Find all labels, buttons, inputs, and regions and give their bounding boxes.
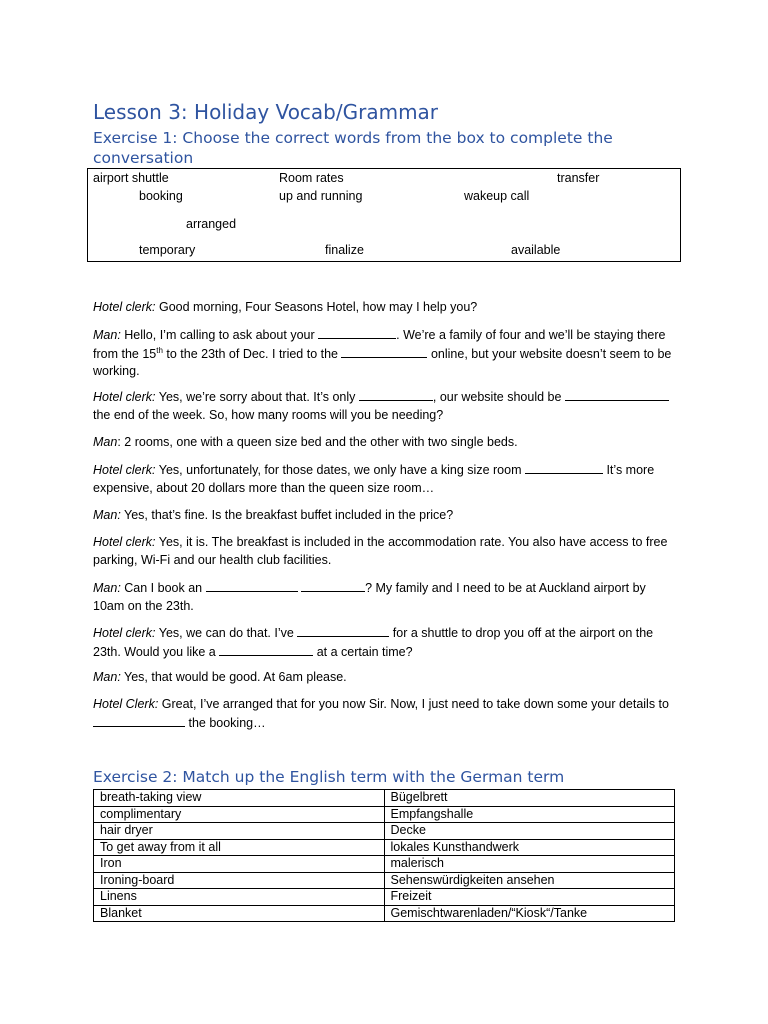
english-term: To get away from it all — [94, 839, 385, 856]
word-item: transfer — [557, 171, 600, 185]
line-text: Yes, unfortunately, for those dates, we only have a king size room — [155, 463, 525, 477]
line-text: It’s more expensive, about 20 dollars more than the queen size room… — [93, 463, 655, 495]
line-text: at a certain time? — [313, 644, 413, 659]
dialogue-line — [93, 579, 678, 615]
answer-blank[interactable] — [301, 579, 365, 592]
table-row — [94, 905, 675, 922]
german-term: Bügelbrett — [384, 790, 675, 807]
line-text: Yes, that’s fine. Is the breakfast buffet included in the price? — [120, 508, 454, 522]
word-item: Room rates — [279, 171, 344, 185]
english-term: Iron — [94, 856, 385, 873]
table-row — [94, 823, 675, 840]
answer-blank[interactable] — [318, 326, 396, 339]
dialogue-line — [93, 696, 678, 732]
word-item: wakeup call — [464, 189, 530, 203]
line-text: : 2 rooms, one with a queen size bed and the other with two single beds. — [117, 435, 518, 449]
table-row — [94, 872, 675, 889]
line-text: Yes, it is. The breakfast is included in the accommodation rate. You also have access to free parking, Wi-Fi and our health club facilities. — [93, 535, 668, 567]
superscript: th — [156, 345, 163, 355]
word-item: airport shuttle — [93, 171, 169, 185]
line-text: the end of the week. So, how many rooms will you be needing? — [93, 407, 444, 422]
speaker: Man: — [93, 581, 121, 595]
answer-blank[interactable] — [297, 624, 389, 637]
dialogue-line — [93, 326, 678, 381]
german-term: Empfangshalle — [384, 806, 675, 823]
line-text: Yes, that would be good. At 6am please. — [120, 670, 347, 684]
word-item: finalize — [325, 243, 364, 257]
word-item: arranged — [186, 217, 237, 231]
dialogue-line — [93, 461, 678, 497]
english-term: Ironing-board — [94, 872, 385, 889]
english-term: hair dryer — [94, 823, 385, 840]
line-text: Great, I’ve arranged that for you now Sir. Now, I just need to take down some your details to — [158, 697, 669, 711]
speaker: Hotel clerk: — [93, 535, 156, 549]
english-term: complimentary — [94, 806, 385, 823]
answer-blank[interactable] — [206, 579, 298, 592]
english-term: Linens — [94, 889, 385, 906]
speaker: Hotel clerk: — [93, 300, 156, 314]
table-row — [94, 889, 675, 906]
german-term: lokales Kunsthandwerk — [384, 839, 675, 856]
speaker: Man: — [93, 670, 121, 684]
word-item: temporary — [139, 243, 196, 257]
german-term: Sehenswürdigkeiten ansehen — [384, 872, 675, 889]
speaker: Hotel clerk: — [93, 626, 156, 640]
word-item: booking — [139, 189, 183, 203]
speaker: Hotel Clerk: — [93, 697, 159, 711]
line-text: ? My family and I need to be at Auckland airport by 10am on the 23th. — [93, 581, 646, 613]
dialogue-line — [93, 669, 678, 687]
dialogue-line — [93, 507, 678, 525]
dialogue-line — [93, 299, 678, 317]
page-title: Lesson 3: Holiday Vocab/Grammar — [93, 100, 439, 124]
speaker: Man: — [93, 328, 121, 342]
line-text: , our website should be — [432, 390, 565, 404]
english-term: breath-taking view — [94, 790, 385, 807]
german-term: Gemischtwarenladen/“Kiosk“/Tanke — [384, 905, 675, 922]
word-box — [87, 168, 681, 262]
line-text: the booking… — [185, 715, 266, 730]
speaker: Hotel clerk: — [93, 463, 156, 477]
line-text: to the 23th of Dec. I tried to the — [162, 346, 342, 361]
answer-blank[interactable] — [525, 461, 603, 474]
german-term: malerisch — [384, 856, 675, 873]
line-text: for a shuttle to drop you off at the airport on the 23th. Would you like a — [93, 626, 654, 659]
dialogue-line — [93, 624, 678, 661]
line-text: Can I book an — [120, 581, 206, 595]
answer-blank[interactable] — [565, 388, 669, 401]
german-term: Decke — [384, 823, 675, 840]
dialogue-line — [93, 534, 678, 569]
answer-blank[interactable] — [359, 388, 433, 401]
word-item: available — [511, 243, 561, 257]
english-term: Blanket — [94, 905, 385, 922]
answer-blank[interactable] — [341, 345, 427, 358]
matching-table — [93, 789, 675, 922]
speaker: Man: — [93, 508, 121, 522]
speaker: Man — [93, 435, 118, 449]
table-row — [94, 856, 675, 873]
answer-blank[interactable] — [219, 643, 313, 656]
line-text: Good morning, Four Seasons Hotel, how may I help you? — [155, 300, 478, 314]
line-text: Yes, we can do that. I’ve — [155, 626, 298, 640]
table-row — [94, 839, 675, 856]
line-text: . We’re a family of four and we’ll be staying there from the 15 — [93, 328, 666, 361]
answer-blank[interactable] — [93, 714, 185, 727]
exercise-1-heading: Exercise 1: Choose the correct words from the box to complete the conversation — [93, 129, 613, 167]
line-text: Hello, I’m calling to ask about your — [120, 328, 319, 342]
german-term: Freizeit — [384, 889, 675, 906]
line-text: online, but your website doesn’t seem to be working. — [93, 346, 672, 378]
table-row — [94, 806, 675, 823]
exercise-2-heading: Exercise 2: Match up the English term with the German term — [93, 768, 565, 786]
table-row — [94, 790, 675, 807]
speaker: Hotel clerk: — [93, 390, 156, 404]
line-text: Yes, we’re sorry about that. It’s only — [155, 390, 359, 404]
dialogue-line — [93, 388, 678, 424]
word-item: up and running — [279, 189, 363, 203]
dialogue-line — [93, 434, 678, 452]
